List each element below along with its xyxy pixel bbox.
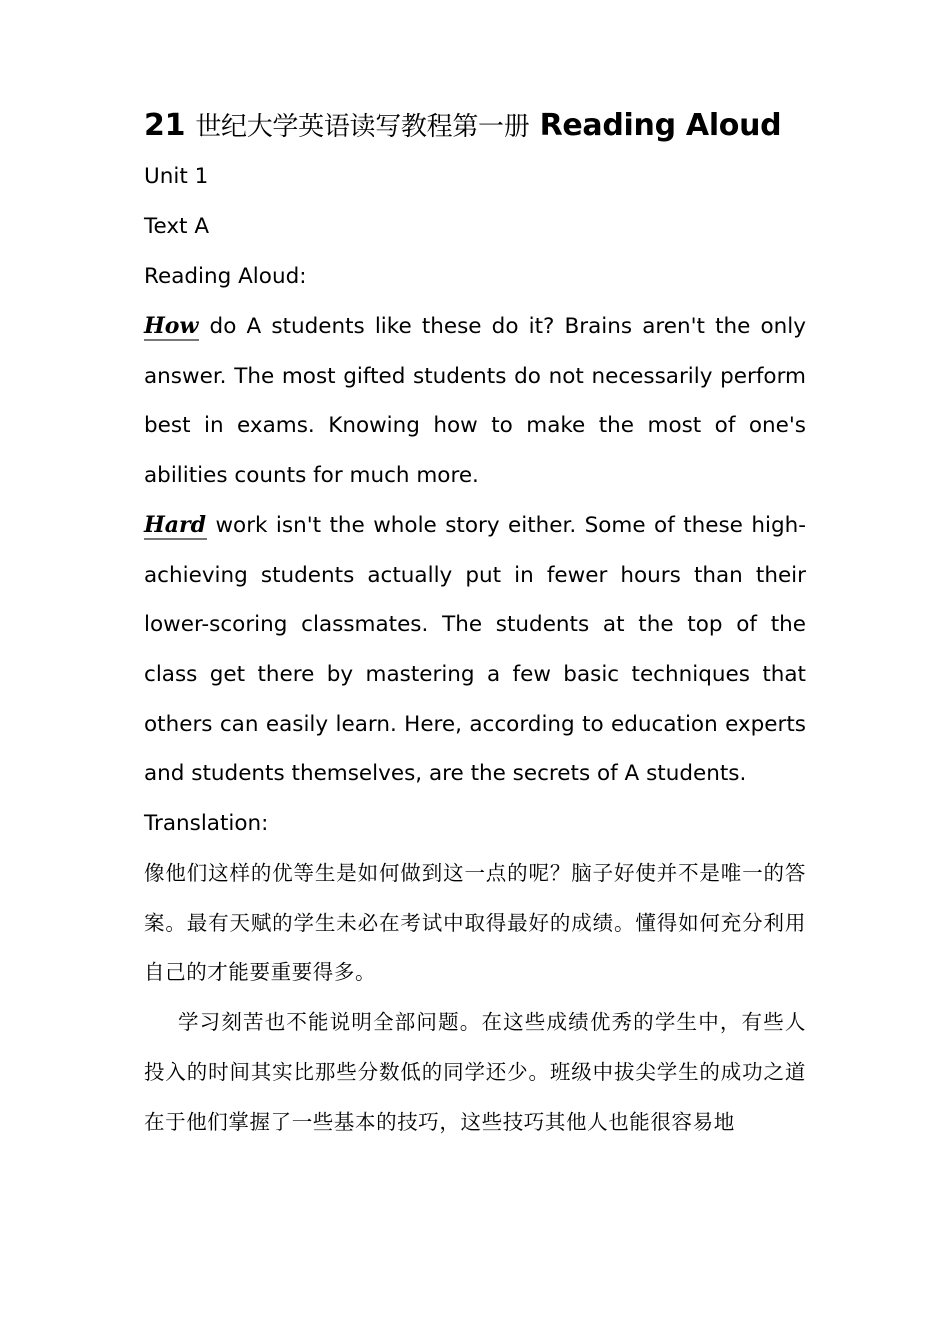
paragraph-2-body: work isn't the whole story either. Some of these high-achieving students actually put in fewer hours than their lower-scoring classmates. The students at the top of the class get there by mastering a few basic techniques that others can easily learn. Here, according to education experts and students themselves, are the secrets of A students. [144, 512, 806, 787]
paragraph-2-lead-word: Hard [144, 511, 207, 538]
document-page [144, 100, 806, 1147]
reading-paragraph-2 [144, 501, 806, 799]
translation-paragraph-2: 学习刻苦也不能说明全部问题。在这些成绩优秀的学生中，有些人投入的时间其实比那些分数低的同学还少。班级中拔尖学生的成功之道在于他们掌握了一些基本的技巧，这些技巧其他人也能很容易地 [144, 1010, 806, 1134]
title-english: Reading Aloud [539, 108, 782, 143]
text-label: Text A [144, 214, 210, 239]
title-chinese: 世纪大学英语读写教程第一册 [195, 112, 530, 142]
document-title [144, 100, 806, 152]
reading-aloud-label: Reading Aloud: [144, 264, 307, 289]
unit-label: Unit 1 [144, 164, 209, 189]
translation-paragraph-1: 像他们这样的优等生是如何做到这一点的呢？脑子好使并不是唯一的答案。最有天赋的学生未必在考试中取得最好的成绩。懂得如何充分利用自己的才能要重要得多。 [144, 861, 806, 985]
reading-paragraph-1 [144, 302, 806, 501]
translation-label: Translation: [144, 811, 269, 837]
paragraph-1-lead-word: How [144, 313, 199, 339]
paragraph-1-body: do A students like these do it? Brains aren't the only answer. The most gifted students do not necessarily perform best in exams. Knowing how to make the most of one's abilities counts for much more. [144, 314, 806, 489]
title-number: 21 [144, 108, 186, 143]
